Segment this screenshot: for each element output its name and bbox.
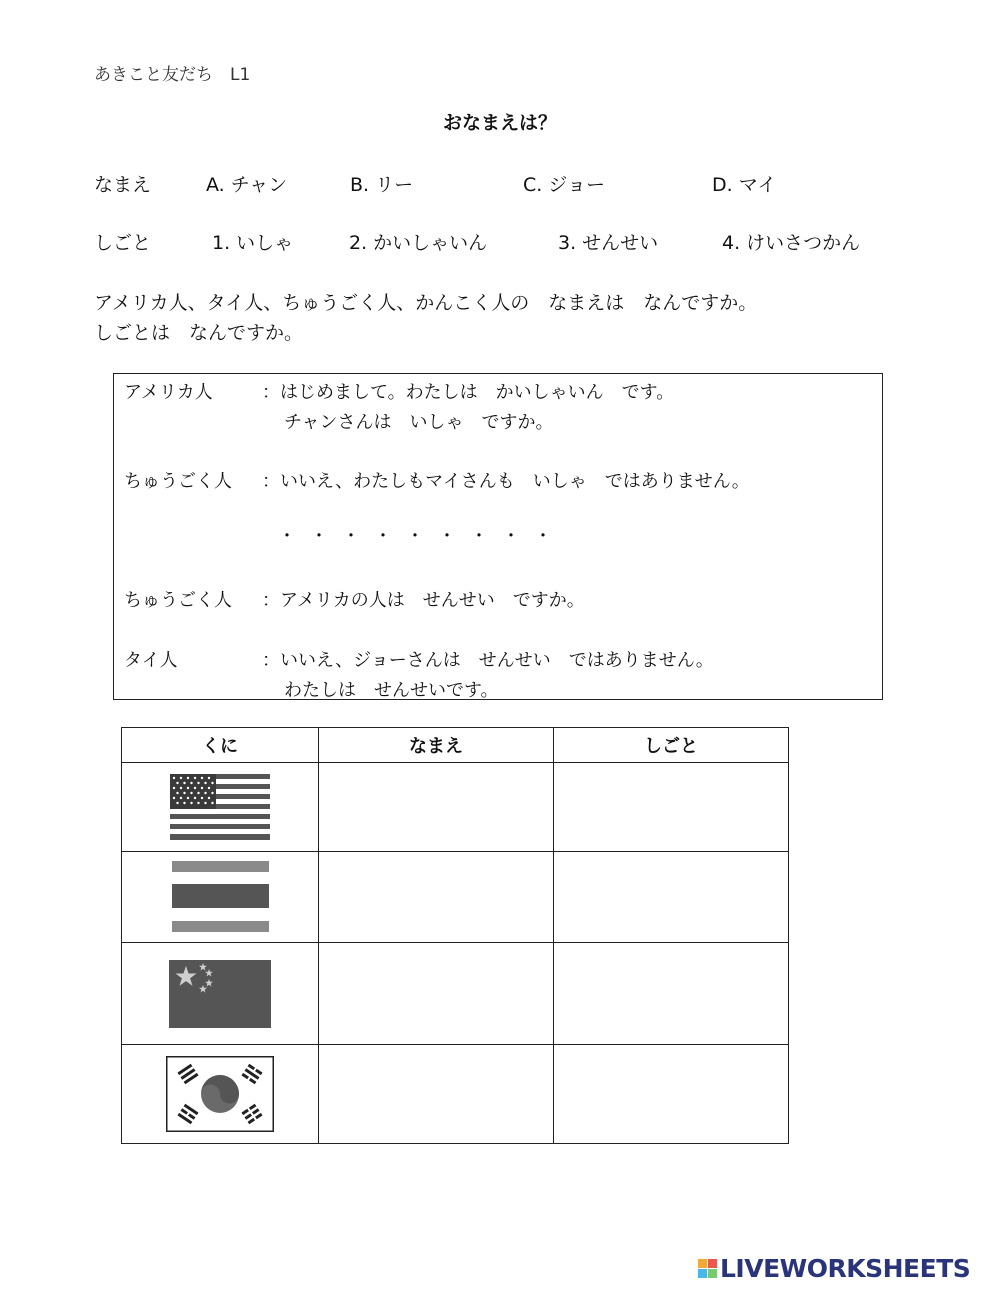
question-line-2: しごとは なんですか。 [94,322,304,344]
dialogue-speaker-2: ちゅうごく人 [124,471,232,492]
name-option-d: D. マイ [712,174,777,196]
country-cell [122,1045,319,1144]
dialogue-line-1a: ：はじめまして。わたしは かいしゃいん です。 [262,382,675,403]
korea-flag-icon [166,1056,274,1132]
column-header-job: しごと [554,728,789,763]
dialogue-line-3a: ：アメリカの人は せんせい ですか。 [262,590,585,611]
column-header-country: くに [122,728,319,763]
liveworksheets-logo[interactable] [698,1254,970,1283]
answer-table [121,727,789,1144]
job-answer-cell[interactable] [554,763,789,852]
name-option-b: B. リー [350,174,414,196]
table-row [122,852,789,943]
job-option-2: 2. かいしゃいん [349,232,488,254]
table-row [122,1045,789,1144]
liveworksheets-mark-icon [698,1259,717,1278]
table-row [122,763,789,852]
name-option-a: A. チャン [206,174,288,196]
usa-flag-icon [170,774,270,840]
job-option-3: 3. せんせい [558,232,659,254]
china-flag-icon [169,960,271,1028]
dialogue-speaker-4: タイ人 [124,650,178,671]
name-answer-cell[interactable] [319,852,554,943]
column-header-name: なまえ [319,728,554,763]
dialogue-separator: ・・・・・・・・・ [278,526,566,547]
page-title: おなまえは？ [442,112,557,134]
country-cell [122,943,319,1045]
name-answer-cell[interactable] [319,943,554,1045]
dialogue-line-1b: チャンさんは いしゃ ですか。 [284,412,554,433]
name-option-c: C. ジョー [523,174,605,196]
worksheet-header: あきこと友だち L1 [94,65,251,85]
dialogue-speaker-3: ちゅうごく人 [124,590,232,611]
logo-text: LIVEWORKSHEETS [720,1254,971,1283]
name-answer-cell[interactable] [319,1045,554,1144]
name-answer-cell[interactable] [319,763,554,852]
names-row-label: なまえ [94,174,152,196]
dialogue-line-4a: ：いいえ、ジョーさんは せんせい ではありません。 [262,650,714,671]
job-answer-cell[interactable] [554,852,789,943]
job-option-4: 4. けいさつかん [722,232,861,254]
table-row [122,943,789,1045]
question-line-1: アメリカ人、タイ人、ちゅうごく人、かんこく人の なまえは なんですか。 [94,292,758,314]
job-option-1: 1. いしゃ [212,232,294,254]
country-cell [122,763,319,852]
jobs-row-label: しごと [94,232,152,254]
country-cell [122,852,319,943]
job-answer-cell[interactable] [554,1045,789,1144]
thailand-flag-icon [170,859,270,935]
dialogue-speaker-1: アメリカ人 [124,382,213,403]
job-answer-cell[interactable] [554,943,789,1045]
dialogue-line-2a: ：いいえ、わたしもマイさんも いしゃ ではありません。 [262,471,750,492]
dialogue-line-4b: わたしは せんせいです。 [284,680,499,701]
